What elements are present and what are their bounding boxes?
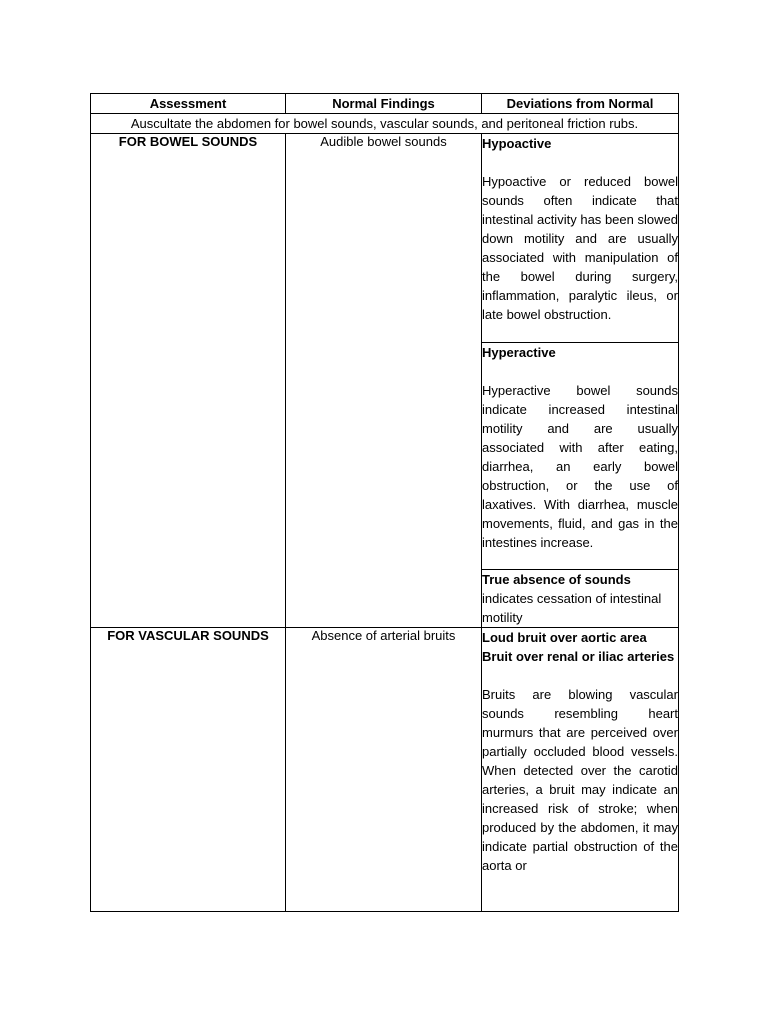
deviation-title: Hyperactive [482,345,556,360]
deviation-hyperactive [482,343,679,570]
table-header-row [91,94,679,114]
table-row [91,628,679,912]
bowel-assessment-cell [91,134,286,628]
assessment-table [90,93,679,912]
bowel-assessment-label: FOR BOWEL SOUNDS [118,134,258,149]
intro-row [91,114,679,134]
vascular-assessment-cell [91,628,286,912]
header-deviations: Deviations from Normal [482,94,679,114]
deviation-body: Hyperactive bowel sounds indicate increased intestinal motility and are usually associated with after eating, diarrhea, an early bowel obstruction, or the use of laxatives. With diarrhea, muscle movements, fluid, and gas in the intestines increase. [482,383,678,550]
deviation-body: Bruits are blowing vascular sounds resembling heart murmurs that are perceived over partially occluded blood vessels. When detected over the carotid arteries, a bruit may indicate an increased risk of stroke; when produced by the abdomen, it may indicate partial obstruction of the aorta or [482,687,678,873]
deviation-hypoactive [482,134,679,343]
bowel-normal-text: Audible bowel sounds [320,134,447,149]
vascular-normal-text: Absence of arterial bruits [311,628,456,643]
deviation-title: Bruit over renal or iliac arteries [482,649,675,664]
vascular-normal-cell [286,628,482,912]
intro-instruction: Auscultate the abdomen for bowel sounds, vascular sounds, and peritoneal friction rubs. [91,114,679,134]
header-normal-findings: Normal Findings [286,94,482,114]
deviation-body: Hypoactive or reduced bowel sounds often indicate that intestinal activity has been slowed down motility and are usually associated with manipulation of the bowel during surgery, inflammation, paralytic ileus, or late bowel obstruction. [482,174,678,322]
deviation-title: Hypoactive [482,136,552,151]
bowel-normal-cell [286,134,482,628]
deviation-title: Loud bruit over aortic area [482,630,647,645]
deviation-body: indicates cessation of intestinal motility [482,591,662,625]
vascular-assessment-label: FOR VASCULAR SOUNDS [107,628,269,643]
header-assessment: Assessment [91,94,286,114]
deviation-bruit [482,628,679,912]
table-row [91,134,679,343]
deviation-true-absence [482,570,679,628]
deviation-title: True absence of sounds [482,572,631,587]
